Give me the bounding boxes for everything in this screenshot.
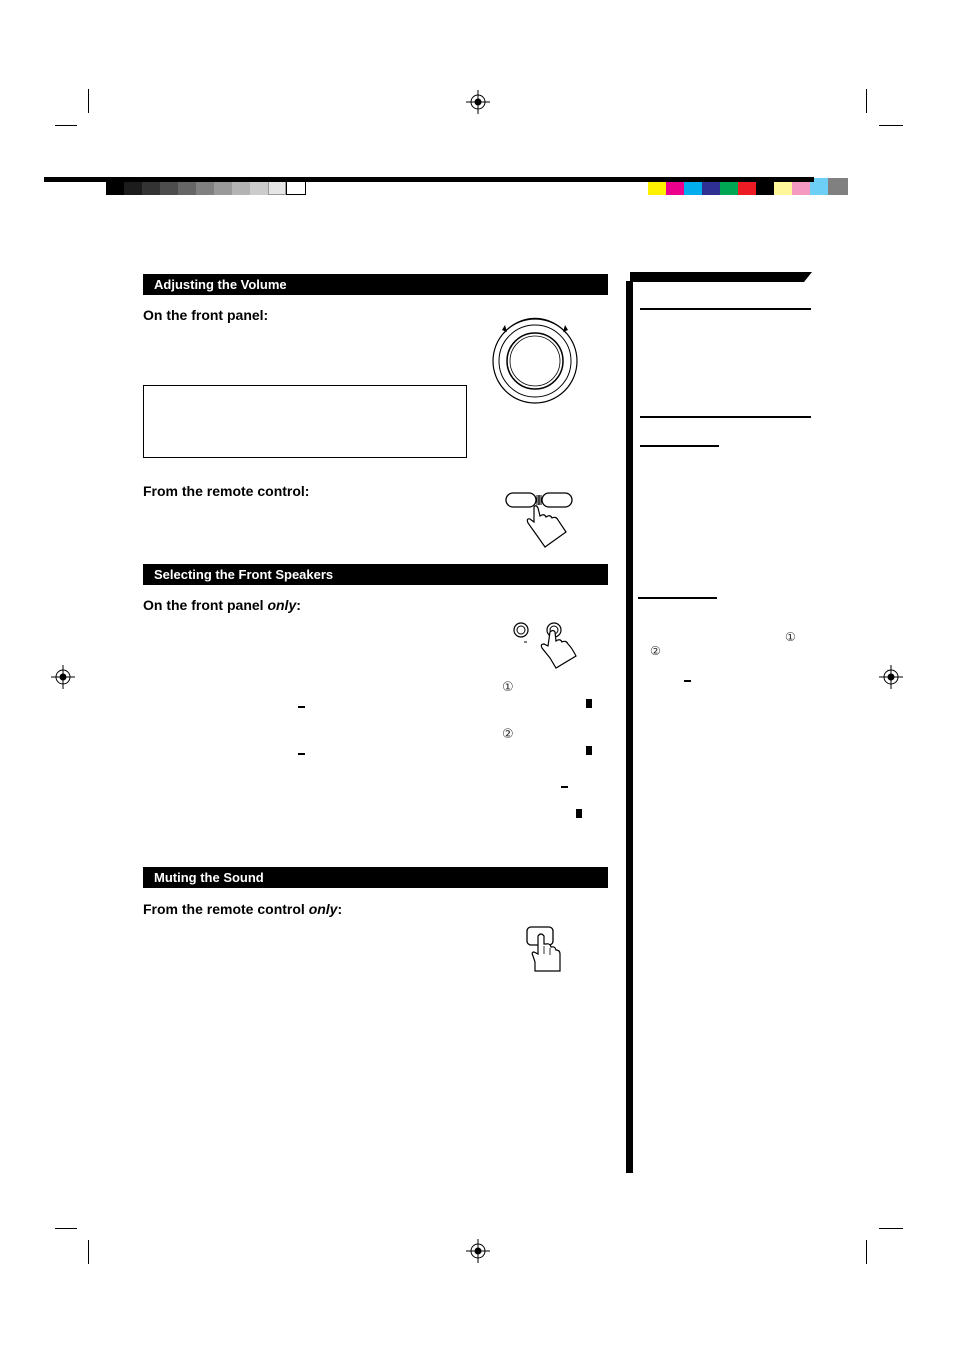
indicator-mark	[684, 680, 691, 682]
section-title-speakers: Selecting the Front Speakers	[143, 564, 608, 585]
crop-mark	[866, 1240, 867, 1264]
indicator-mark	[298, 753, 305, 755]
side-step-marker-two: ②	[650, 644, 661, 658]
side-step-marker-one: ①	[785, 630, 796, 644]
subhead-front-panel-only	[143, 597, 301, 613]
side-panel-header-bar	[630, 272, 814, 284]
subhead-remote-only	[143, 901, 342, 917]
volume-remote-button-icon	[504, 490, 576, 550]
indicator-mark	[586, 699, 592, 708]
registration-target-icon	[51, 665, 75, 689]
step-marker-two: ②	[502, 727, 514, 742]
subhead-text: On the front panel	[143, 597, 268, 613]
subhead-remote-control: From the remote control:	[143, 483, 310, 499]
side-panel-subrule	[640, 445, 719, 447]
section-title-muting: Muting the Sound	[143, 867, 608, 888]
subhead-colon: :	[296, 597, 301, 613]
side-panel-border	[626, 281, 633, 1173]
color-swatch	[828, 178, 848, 195]
registration-target-icon	[879, 665, 903, 689]
crop-mark	[879, 125, 903, 126]
crop-mark	[866, 89, 867, 113]
color-calibration-bar	[648, 89, 848, 106]
registration-target-icon	[466, 1239, 490, 1263]
side-panel-rule	[640, 416, 811, 418]
indicator-mark	[298, 706, 305, 708]
indicator-mark	[576, 809, 582, 818]
registration-target-icon	[466, 90, 490, 114]
speaker-buttons-icon	[510, 618, 582, 672]
subhead-front-panel: On the front panel:	[143, 307, 269, 323]
note-box	[143, 385, 467, 458]
volume-knob-icon	[488, 314, 582, 408]
indicator-mark	[561, 786, 568, 788]
step-marker-one: ①	[502, 680, 514, 695]
crop-mark	[879, 1228, 903, 1229]
crop-mark	[55, 1228, 77, 1229]
mute-remote-button-icon	[522, 924, 566, 974]
side-panel-rule	[640, 308, 811, 310]
indicator-mark	[586, 746, 592, 755]
subhead-colon: :	[337, 901, 343, 917]
grayscale-calibration-bar	[106, 89, 306, 106]
subhead-text: From the remote control	[143, 901, 309, 917]
subhead-emphasis: only	[267, 597, 297, 613]
side-panel-subrule	[638, 597, 717, 599]
crop-mark	[88, 89, 89, 113]
crop-mark	[88, 1240, 89, 1264]
section-title-volume: Adjusting the Volume	[143, 274, 608, 295]
crop-mark	[55, 125, 77, 126]
header-rule	[44, 177, 814, 182]
subhead-emphasis: only	[308, 901, 338, 917]
